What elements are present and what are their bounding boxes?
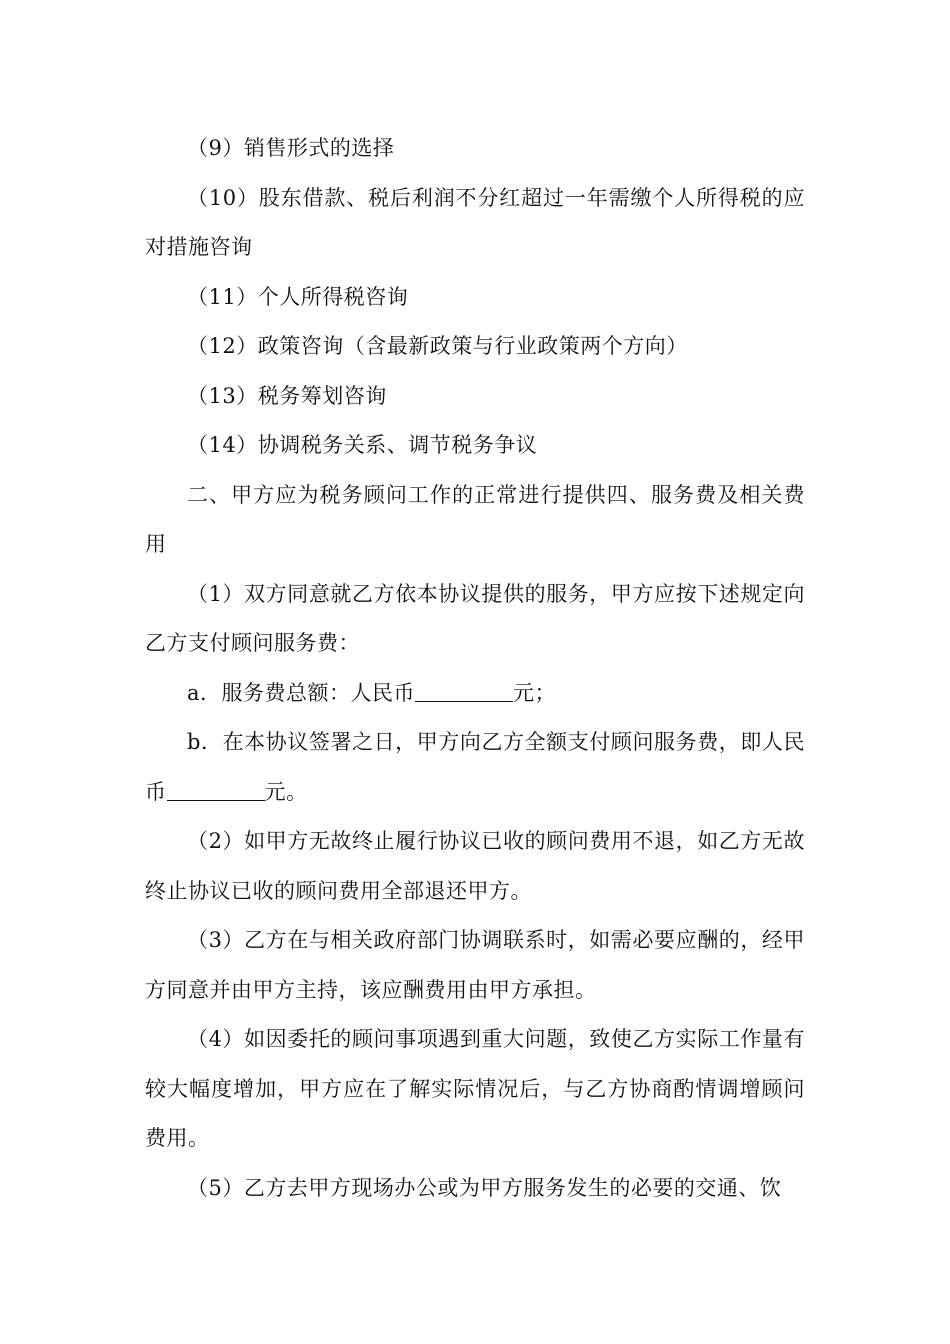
fee-clause-3: （3）乙方在与相关政府部门协调联系时，如需必要应酬的，经甲方同意并由甲方主持，该应酬费用由甲方承担。 [145,928,805,1002]
fee-clause-a-suffix: 元； [513,680,557,705]
list-item-9: （9）销售形式的选择 [187,136,395,160]
list-item-14: （14）协调税务关系、调节税务争议 [187,433,538,457]
fee-clause-2: （2）如甲方无故终止履行协议已收的顾问费用不退，如乙方无故终止协议已收的顾问费用全部退还甲方。 [145,829,805,903]
fee-clause-1: （1）双方同意就乙方依本协议提供的服务，甲方应按下述规定向乙方支付顾问服务费： [145,581,805,655]
fee-clause-a-prefix: a．服务费总额：人民币 [187,680,416,705]
fee-clause-b-prefix: b．在本协议签署之日，甲方向乙方全额支付顾问服务费，即人民币 [145,730,805,804]
list-item-13: （13）税务筹划咨询 [187,383,387,408]
fee-clause-5: （5）乙方去甲方现场办公或为甲方服务发生的必要的交通、饮 [187,1175,782,1200]
list-item-11: （11）个人所得税咨询 [187,284,409,309]
fee-clause-b [145,718,805,817]
amount-blank-a [415,681,513,702]
section-heading-two: 二、甲方应为税务顾问工作的正常进行提供四、服务费及相关费用 [145,482,805,556]
amount-blank-b [167,780,265,801]
fee-clause-4: （4）如因委托的顾问事项遇到重大问题，致使乙方实际工作量有较大幅度增加，甲方应在了解实际情况后，与乙方协商酌情调增顾问费用。 [145,1027,805,1150]
fee-clause-b-suffix: 元。 [264,779,308,804]
document-body [145,124,805,1213]
list-item-10: （10）股东借款、税后利润不分红超过一年需缴个人所得税的应对措施咨询 [145,185,805,259]
fee-clause-a [145,669,805,719]
list-item-12: （12）政策咨询（含最新政策与行业政策两个方向） [187,334,688,358]
